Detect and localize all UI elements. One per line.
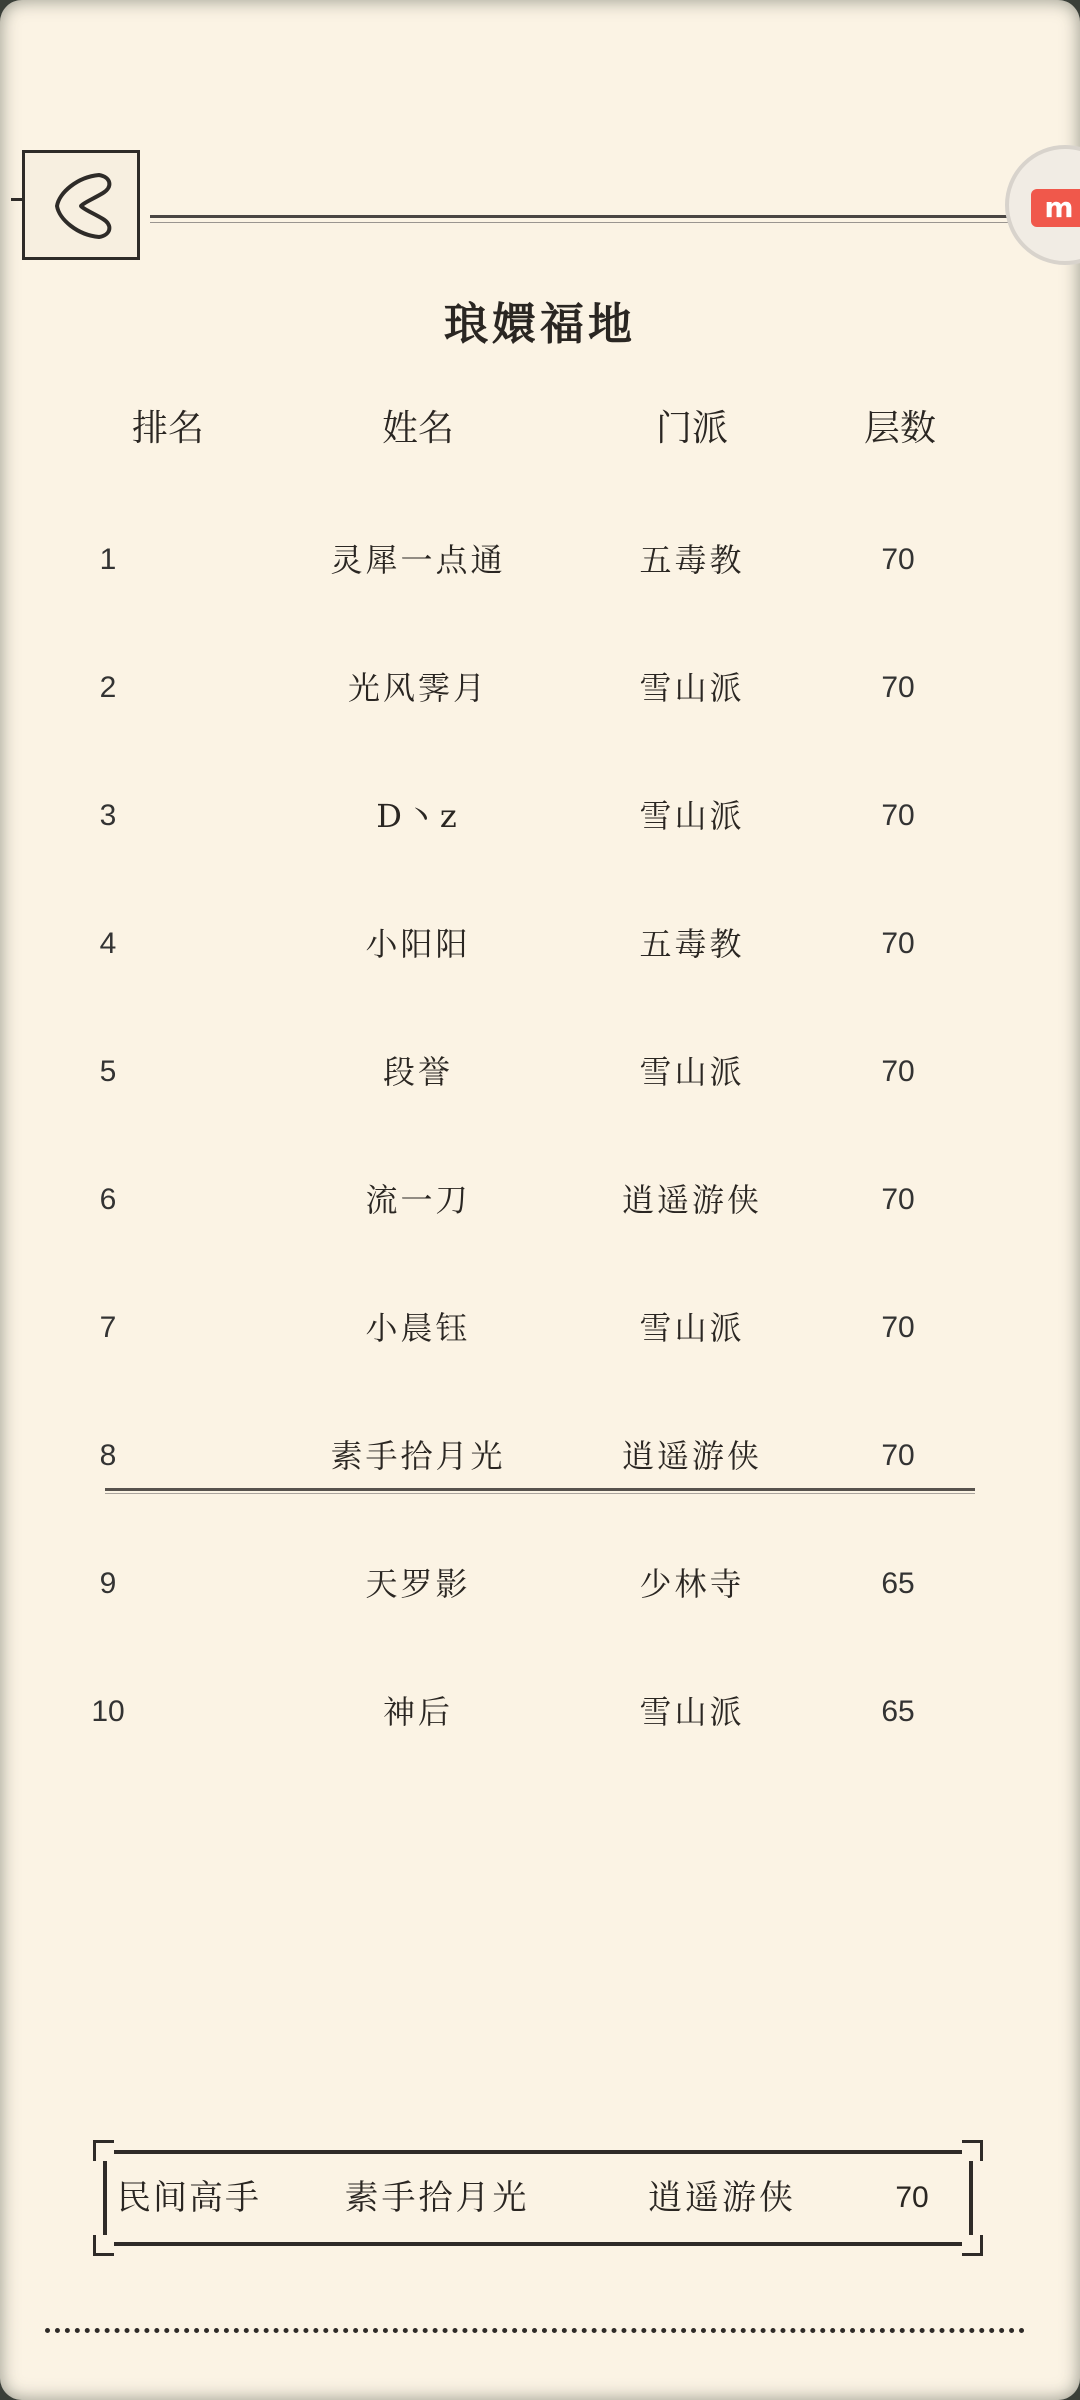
- header-name: 姓名: [381, 408, 454, 449]
- name-cell: 小阳阳: [365, 925, 471, 963]
- floor-cell: 65: [881, 1567, 915, 1600]
- table-row: [0, 1170, 1080, 1230]
- my-floor: 70: [895, 2181, 929, 2214]
- floor-cell: 70: [881, 799, 915, 832]
- store-button[interactable]: [1005, 145, 1080, 265]
- header-divider: [150, 215, 1020, 218]
- sect-cell: 雪山派: [639, 669, 745, 707]
- name-cell: 段誉: [382, 1053, 453, 1091]
- name-cell: 小晨钰: [365, 1309, 471, 1347]
- floor-cell: 70: [881, 1183, 915, 1216]
- page-title: 琅嬛福地: [444, 299, 636, 350]
- floor-cell: 65: [881, 1695, 915, 1728]
- name-cell: 灵犀一点通: [330, 541, 506, 579]
- table-row: [0, 1682, 1080, 1742]
- table-header: [0, 400, 1080, 460]
- sect-cell: 雪山派: [639, 1309, 745, 1347]
- sect-cell: 雪山派: [639, 797, 745, 835]
- rank-cell: 4: [99, 927, 117, 960]
- name-cell: 素手拾月光: [330, 1437, 506, 1475]
- floor-cell: 70: [881, 543, 915, 576]
- rank-cell: 1: [99, 543, 117, 576]
- floor-cell: 70: [881, 1055, 915, 1088]
- back-button[interactable]: [22, 150, 140, 260]
- floor-cell: 70: [881, 671, 915, 704]
- header-sect: 门派: [655, 408, 728, 449]
- sect-cell: 五毒教: [639, 925, 745, 963]
- sect-cell: 雪山派: [639, 1693, 745, 1731]
- rank-cutoff-divider: [105, 1488, 975, 1491]
- sect-cell: 雪山派: [639, 1053, 745, 1091]
- rank-cutoff-divider-shadow: [105, 1493, 975, 1494]
- my-sect: 逍遥游侠: [648, 2178, 796, 2218]
- rank-cell: 6: [99, 1183, 117, 1216]
- rank-cell: 3: [99, 799, 117, 832]
- table-row: [0, 1426, 1080, 1486]
- back-chevron-icon: [37, 163, 127, 249]
- table-row: [0, 1554, 1080, 1614]
- table-row: [0, 914, 1080, 974]
- table-row: [0, 786, 1080, 846]
- table-row: [0, 1298, 1080, 1358]
- table-row: [0, 1042, 1080, 1102]
- my-rank-label: 民间高手: [117, 2178, 261, 2218]
- header-divider-shadow: [150, 222, 1020, 223]
- my-rank-panel: [103, 2150, 973, 2246]
- frame-corner: [962, 2235, 983, 2256]
- rank-cell: 10: [91, 1695, 125, 1728]
- my-name: 素手拾月光: [344, 2178, 530, 2218]
- table-row: [0, 530, 1080, 590]
- name-cell: 流一刀: [365, 1181, 471, 1219]
- sect-cell: 少林寺: [639, 1565, 745, 1603]
- floor-cell: 70: [881, 927, 915, 960]
- sect-cell: 逍遥游侠: [621, 1437, 762, 1475]
- floor-cell: 70: [881, 1439, 915, 1472]
- table-row: [0, 658, 1080, 718]
- header-rank: 排名: [131, 408, 204, 449]
- name-cell: 天罗影: [365, 1565, 471, 1603]
- name-cell: 神后: [382, 1693, 453, 1731]
- floor-cell: 70: [881, 1311, 915, 1344]
- store-badge-icon: m: [1031, 189, 1080, 227]
- sect-cell: 五毒教: [639, 541, 745, 579]
- rank-cell: 7: [99, 1311, 117, 1344]
- dotted-divider: [45, 2328, 1025, 2333]
- header-floor: 层数: [863, 408, 936, 449]
- rank-cell: 8: [99, 1439, 117, 1472]
- rank-cell: 5: [99, 1055, 117, 1088]
- top-bar: [0, 115, 1080, 275]
- rank-cell: 9: [99, 1567, 117, 1600]
- name-cell: 光风霁月: [347, 669, 488, 707]
- name-cell: D丶z: [376, 797, 460, 835]
- rank-cell: 2: [99, 671, 117, 704]
- sect-cell: 逍遥游侠: [621, 1181, 762, 1219]
